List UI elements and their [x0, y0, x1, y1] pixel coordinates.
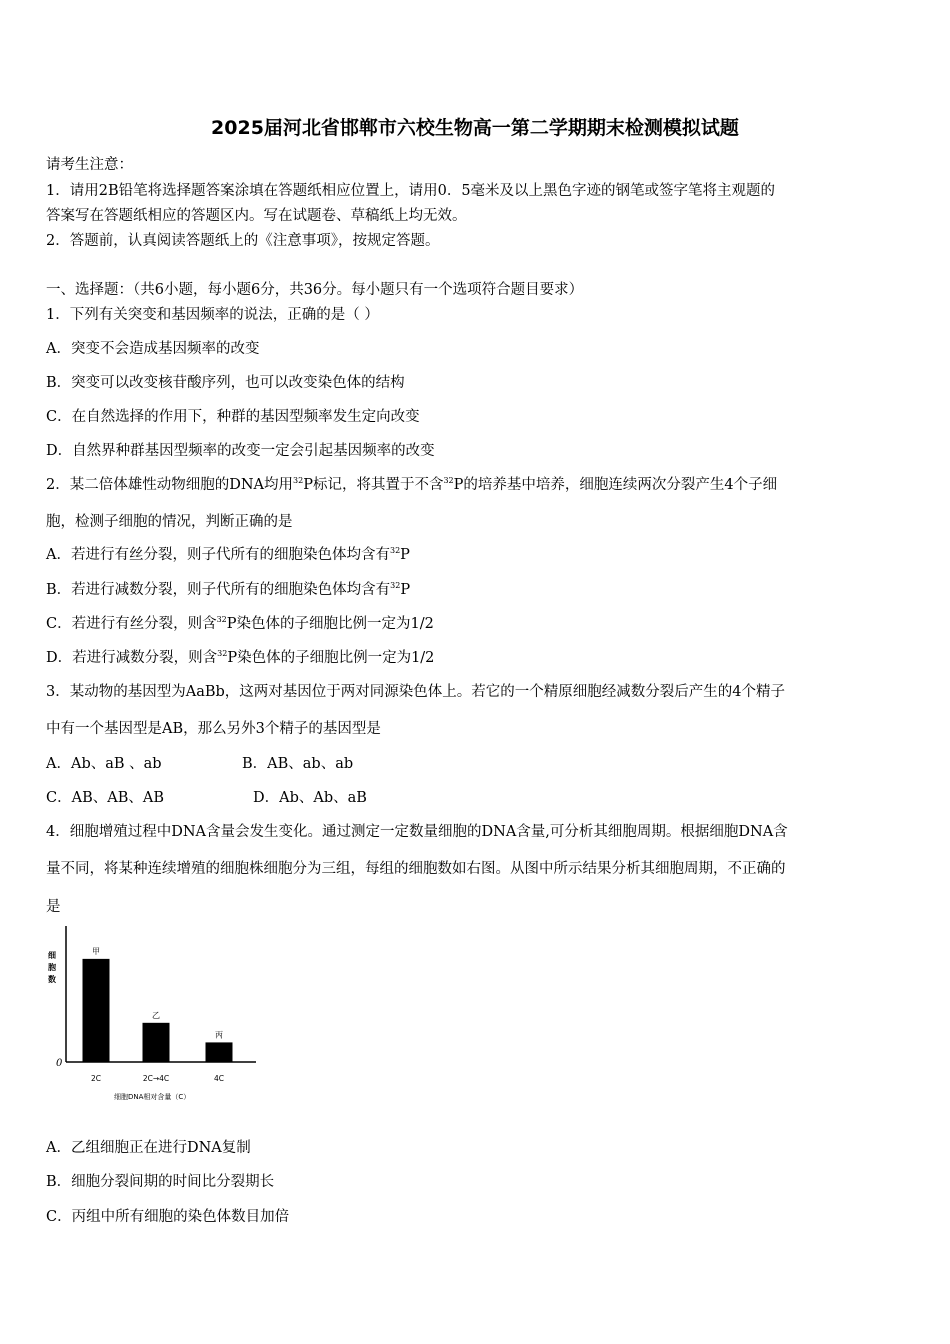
page-title: 2025届河北省邯郸市六校生物高一第二学期期末检测模拟试题	[211, 117, 739, 139]
q3-option-d: D．Ab、Ab、aB	[253, 790, 367, 806]
q2-option-c	[46, 612, 916, 633]
x-axis-label: 细胞DNA相对含量（C）	[114, 1093, 191, 1101]
q3-stem-line-2: 中有一个基因型是AB，那么另外3个精子的基因型是	[46, 721, 381, 737]
x-tick-label-2: 2C→4C	[142, 1074, 170, 1083]
q4-option-b: B．细胞分裂间期的时间比分裂期长	[46, 1174, 275, 1190]
q4-stem-line-1: 4．细胞增殖过程中DNA含量会发生变化。通过测定一定数量细胞的DNA含量,可分析其细胞周期。根据细胞DNA含	[46, 824, 788, 840]
q2-option-d-text: D．若进行减数分裂，则含	[46, 650, 218, 666]
superscript: 32	[293, 476, 304, 486]
y-axis-label: 细胞数	[48, 951, 56, 984]
q2-option-a	[46, 543, 916, 564]
q1-option-c: C．在自然选择的作用下，种群的基因型频率发生定向改变	[46, 409, 420, 425]
q2-option-c-tail: P染色体的子细胞比例一定为1/2	[226, 616, 434, 632]
q1-option-a: A．突变不会造成基因频率的改变	[46, 341, 260, 357]
origin-label: 0	[56, 1058, 63, 1069]
q1-option-b: B．突变可以改变核苷酸序列，也可以改变染色体的结构	[46, 375, 405, 391]
q1-stem: 1．下列有关突变和基因频率的说法，正确的是（ ）	[46, 307, 379, 323]
notice-heading: 请考生注意：	[46, 157, 133, 173]
q3-option-c: C．AB、AB、AB	[46, 790, 164, 806]
q3-option-a: A．Ab、aB 、ab	[46, 756, 162, 772]
notice-item-1-line-1: 1．请用2B铅笔将选择题答案涂填在答题纸相应位置上，请用0．5毫米及以上黑色字迹的钢笔或签字笔将主观题的	[46, 183, 776, 199]
superscript: 32	[443, 476, 454, 486]
q2-option-b-text: B．若进行减数分裂，则子代所有的细胞染色体均含有	[46, 582, 391, 598]
x-tick-label-3: 4C	[213, 1074, 225, 1083]
bar-label-3: 丙	[215, 1030, 223, 1040]
q2-option-d	[46, 646, 916, 667]
notice-item-1-line-2: 答案写在答题纸相应的答题区内。写在试题卷、草稿纸上均无效。	[46, 208, 467, 224]
q2-stem-post: P的培养基中培养，细胞连续两次分裂产生4个子细	[453, 477, 778, 493]
q1-option-d: D．自然界种群基因型频率的改变一定会引起基因频率的改变	[46, 443, 435, 459]
q2-option-a-text: A．若进行有丝分裂，则子代所有的细胞染色体均含有	[46, 547, 390, 563]
bar-label-1: 甲	[92, 946, 100, 956]
bar-2	[143, 1023, 170, 1062]
q4-stem-line-3: 是	[46, 899, 61, 915]
notice-item-2: 2．答题前，认真阅读答题纸上的《注意事项》，按规定答题。	[46, 233, 440, 249]
superscript: 32	[217, 649, 228, 659]
bar-3	[206, 1042, 233, 1062]
chart-svg	[44, 922, 274, 1107]
q3-option-b: B．AB、ab、ab	[242, 756, 354, 772]
q3-stem-line-1: 3．某动物的基因型为AaBb，这两对基因位于两对同源染色体上。若它的一个精原细胞经减数分裂后产生的4个精子	[46, 684, 786, 700]
q4-option-a: A．乙组细胞正在进行DNA复制	[46, 1140, 251, 1156]
q4-stem-line-2: 量不同，将某种连续增殖的细胞株细胞分为三组，每组的细胞数如右图。从图中所示结果分析其细胞周期，不正确的	[46, 861, 786, 877]
q2-stem-line-2: 胞，检测子细胞的情况，判断正确的是	[46, 514, 293, 530]
x-tick-label-1: 2C	[90, 1074, 102, 1083]
q2-stem-pre: 2．某二倍体雄性动物细胞的DNA均用	[46, 477, 294, 493]
q2-option-c-text: C．若进行有丝分裂，则含	[46, 616, 217, 632]
superscript: 32	[390, 581, 401, 591]
q2-option-b-tail: P	[400, 582, 411, 598]
bar-1	[83, 959, 110, 1062]
q4-option-c: C．丙组中所有细胞的染色体数目加倍	[46, 1209, 290, 1225]
q2-stem-line-1	[46, 473, 916, 494]
superscript: 32	[389, 546, 401, 556]
q2-option-d-tail: P染色体的子细胞比例一定为1/2	[227, 650, 435, 666]
q2-option-b	[46, 578, 916, 599]
superscript: 32	[216, 615, 227, 625]
section-heading: 一、选择题：（共6小题，每小题6分，共36分。每小题只有一个选项符合题目要求）	[46, 282, 584, 298]
bar-label-2: 乙	[152, 1010, 160, 1020]
dna-content-bar-chart	[44, 922, 274, 1107]
q2-stem-mid: P标记，将其置于不含	[303, 477, 444, 493]
q2-option-a-tail: P	[400, 547, 410, 563]
